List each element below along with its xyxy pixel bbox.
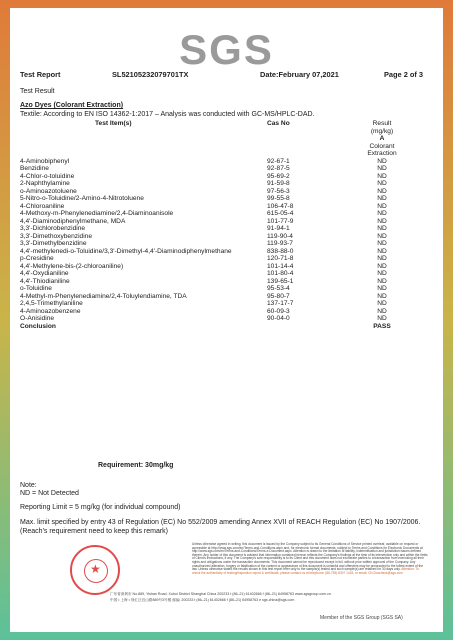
result-cell: ND [377,300,387,307]
result-header-line: A [379,135,385,142]
item-cell: 4,4'-Oxydianiline [20,270,69,277]
method-text: Textile: According to EN ISO 14362-1:2017 – Analysis was conducted with GC-MS/HPLC-DAD. [20,111,315,118]
report-page [10,8,443,632]
cas-cell: 838-88-0 [267,247,294,255]
table-row [20,233,422,241]
cas-cell: 101-80-4 [267,270,294,277]
company-seal [70,545,120,595]
result-cell: ND [377,157,387,165]
cas-cell: 137-17-7 [267,300,294,307]
cas-cell: 92-87-5 [267,165,290,172]
report-title: Test Report [20,70,61,79]
table-row [20,263,422,271]
page-number: Page 2 of 3 [384,70,424,79]
result-cell: ND [377,187,387,195]
cas-cell: 119-90-4 [267,232,293,240]
item-cell: O-Anisidine [20,315,55,322]
result-header-line: Colorant [369,142,395,150]
table-row [20,293,422,301]
table-row [20,240,422,248]
cas-cell: 139-65-1 [267,277,294,285]
item-cell: 4-Methyl-m-Phenylenediamine/2,4-Toluylendiamine, TDA [20,292,187,300]
col-header-cas: Cas No [267,120,290,127]
result-cell: ND [377,285,387,292]
cas-cell: 95-69-2 [267,172,290,180]
table-row [20,210,422,218]
item-cell: 2-Naphthylamine [20,180,70,187]
member-text: Member of the SGS Group (SGS SA) [320,615,403,621]
col-header-item: Test Item(s) [95,120,132,127]
item-cell: o-Toluidine [20,285,52,292]
cas-cell: 615-05-4 [267,210,294,217]
table-row [20,165,422,173]
conclusion-value: PASS [373,322,391,330]
results-table [20,120,422,330]
table-row [20,188,422,196]
section-title: Azo Dyes (Colorant Extraction) [20,102,124,109]
table-row [20,203,422,211]
result-header-line: Result [372,120,392,127]
address-line-cn: 中国 • 上海 • 徐汇区宜山路889号3号楼 邮编: 200233 t (86–21) 61402666 f (86–21) 64958763 e sgs.china@sgs.com [110,598,295,602]
item-cell: 4,4'-methylenedi-o-Toluidine/3,3'-Dimethyl-4,4'-Diaminodiphenylmethane [20,247,232,255]
result-cell: ND [377,307,387,315]
result-cell: ND [377,195,387,202]
result-cell: ND [377,202,387,210]
result-cell: ND [377,180,387,187]
conclusion-spacer [267,323,342,331]
nd-definition: ND = Not Detected [20,490,79,497]
cas-cell: 101-14-4 [267,262,294,270]
result-cell: ND [377,270,387,277]
table-row [20,285,422,293]
result-cell: ND [377,210,387,217]
cas-cell: 101-77-9 [267,217,294,225]
table-row [20,308,422,316]
item-cell: 4-Aminoazobenzene [20,307,81,315]
table-row [20,255,422,263]
result-header-line: (mg/kg) [370,127,394,135]
item-cell: 4,4'-Methylene-bis-(2-chloroaniline) [20,262,124,270]
item-cell: 4,4'-Diaminodiphenylmethane, MDA [20,217,126,225]
table-row [20,158,422,166]
cas-cell: 91-94-1 [267,225,290,232]
cas-cell: 97-56-3 [267,187,290,195]
max-limit-note: Max. limit specified by entry 43 of Regulation (EC) No 552/2009 amending Annex XVII of REACH Regulation (EC) No 1907/2006. (Reach's requirement need to keep this remark) [20,519,421,535]
cas-cell: 119-93-7 [267,240,293,247]
result-header-line: Extraction [367,150,397,157]
requirement-text: Requirement: 30mg/kg [98,462,174,469]
result-cell: ND [377,262,387,270]
result-cell: ND [377,165,387,172]
item-cell: 4-Methoxy-m-Phenylenediamine/2,4-Diaminoanisole [20,210,174,217]
attention-text: Attention: To check the authenticity of testing/inspection report & certificate, please contact us at telephone: (86-755) 8307 1443, or email: CN.Doccheck@sgs.com [192,567,419,575]
cas-cell: 91-59-8 [267,180,290,187]
result-cell: ND [377,217,387,225]
result-cell: ND [377,292,387,300]
item-cell: 4-Aminobiphenyl [20,157,70,165]
item-cell: 3,3'-Dimethylbenzidine [20,240,87,247]
table-row [20,248,422,256]
seal-star-icon: ★ [90,562,101,576]
conclusion-row [20,323,422,331]
result-cell: ND [377,247,387,255]
item-cell: 3,3'-Dimethoxybenzidine [20,232,92,240]
table-row [20,278,422,286]
section-label: Test Result [20,88,55,95]
result-cell: ND [377,315,387,322]
sgs-logo: SGS [179,26,274,73]
table-row [20,180,422,188]
note-label: Note: [20,482,37,489]
result-cell: ND [377,232,387,240]
table-header [20,120,422,158]
result-cell: ND [377,225,387,232]
result-cell: ND [377,172,387,180]
item-cell: 2,4,5-Trimethylaniline [20,300,83,307]
result-cell: ND [377,255,387,262]
item-cell: 5-Nitro-o-Toluidine/2-Amino-4-Nitrotoluene [20,195,144,202]
footer-disclaimer [192,543,428,575]
table-row [20,218,422,226]
reporting-limit: Reporting Limit = 5 mg/kg (for individual compound) [20,504,181,511]
report-number: SL52105232079701TX [112,70,189,79]
disclaimer-text: Unless otherwise agreed in writing, this document is issued by the Company subject to its General Conditions of Service printed overleaf, available on request or accessible at http://www.sgs.com/en/Terms-and-Conditions.aspx and, for electronic format documents, subject to Terms and Conditions for Electronic Documents at http://www.sgs.com/en/Terms-and-Conditions/Terms-e-Document.aspx. Attention is drawn to the limitation of liability, indemnification and jurisdiction issues defined therein. Any holder of this document is advised that information contained hereon reflects the Company's findings at the time of its intervention only and within the limits of Client's instructions, if any. The Company's sole responsibility is to its Client and this document does not exonerate parties to a transaction from exercising all their rights and obligations under the transaction documents. This document cannot be reproduced except in full, without prior written approval of the Company. Any unauthorized alteration, forgery or falsification of the content or appearance of this document is unlawful and offenders may be prosecuted to the fullest extent of the law. Unless otherwise stated the results shown in this test report refer only to the sample(s) tested and such sample(s) are retained for 30 days only. [192,542,428,572]
cas-cell: 90-04-0 [267,315,290,322]
table-row [20,315,422,323]
cas-cell: 95-53-4 [267,285,290,292]
table-row [20,195,422,203]
report-date: Date:February 07,2021 [260,70,339,79]
conclusion-label: Conclusion [20,322,56,330]
result-cell: ND [377,240,387,247]
cas-cell: 99-55-8 [267,195,290,202]
item-cell: 4-Chloroaniline [20,202,65,210]
item-cell: o-Aminoazotoluene [20,187,77,195]
address-line-en: 广东省深圳市 No.889, Yishan Road, Xuhui District Shanghai China 200233 t (86–21) 61402666 f (86–21) 64958763 www.sgsgroup.com.cn [110,592,331,596]
table-row [20,173,422,181]
cas-cell: 120-71-8 [267,255,294,262]
table-row [20,270,422,278]
table-row [20,300,422,308]
cas-cell: 95-80-7 [267,292,290,300]
item-cell: 4-Chlor-o-toluidine [20,172,75,180]
item-cell: 3,3'-Dichlorobenzidine [20,225,86,232]
cas-cell: 92-67-1 [267,157,290,165]
result-cell: ND [377,277,387,285]
item-cell: p-Cresidine [20,255,54,262]
table-row [20,225,422,233]
item-cell: Benzidine [20,165,49,172]
item-cell: 4,4'-Thiodianiline [20,277,70,285]
cas-cell: 106-47-8 [267,202,294,210]
cas-cell: 60-09-3 [267,307,290,315]
col-header-result [342,120,422,158]
